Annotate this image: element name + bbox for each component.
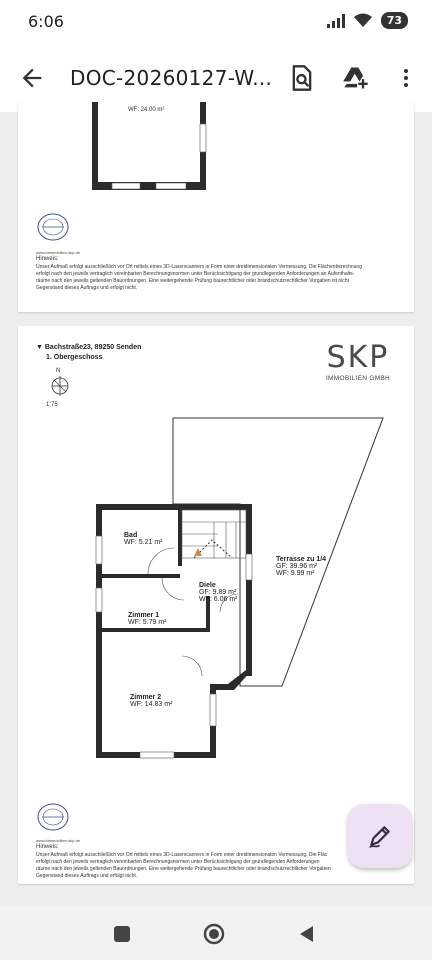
floor-heading: 1. Obergeschoss — [46, 354, 103, 361]
svg-text:N: N — [56, 368, 61, 374]
battery-indicator: 73 — [381, 12, 408, 29]
back-triangle-icon[interactable] — [294, 922, 318, 946]
logo-text: SKP — [326, 340, 390, 375]
floorplan — [18, 326, 414, 786]
scale-label: 1:75 — [46, 402, 58, 408]
room-bad: Bad WF: 5.21 m² — [124, 532, 163, 546]
wifi-icon — [353, 13, 373, 28]
room-zimmer-2: Zimmer 2 WF: 14.83 m² — [130, 694, 173, 708]
arrow-left-icon[interactable] — [18, 64, 46, 92]
status-icons — [327, 12, 408, 29]
stamp-seal-icon — [36, 212, 70, 242]
document-title: DOC-20260127-W... — [70, 66, 273, 90]
status-time: 6:06 — [28, 12, 64, 31]
logo-subtitle: IMMOBILIEN GMBH — [325, 375, 391, 382]
address-heading: ▼ Bachstraße23, 89250 Senden — [36, 344, 142, 351]
page2-hint-text: Unser Aufmaß erfolgt ausschließlich vor Ort mittels eines 3D-Laserscanners in Form einer dreidimensionalen Vermessung. Die Fläc erfolgt nach den jeweils vertraglich vereinbarten Berechnungsnormen unter Berücksichtigung der grundlegenden Anforderungen räume nach den jeweils geltenden Bauordnungen. Eine weitergehende Prüfung baurechtlicher oder brandschutzrechtlicher Vorgaben Gegenstand dieses Auftrags und erfolgt nicht. — [36, 852, 331, 879]
document-search-icon[interactable] — [288, 64, 316, 92]
page2-hint-title: Hinweis: — [36, 844, 59, 850]
edit-fab-button[interactable] — [348, 804, 412, 868]
more-vert-icon[interactable] — [394, 64, 418, 92]
room-diele: Diele GF: 9.89 m² WF: 6.06 m² — [199, 582, 238, 603]
room-zimmer-1: Zimmer 1 WF: 5.79 m² — [128, 612, 167, 626]
system-nav-bar — [0, 906, 432, 960]
pdf-viewer[interactable] — [0, 107, 432, 906]
home-circle-icon[interactable] — [202, 922, 226, 946]
stamp-seal-icon — [36, 802, 70, 832]
pdf-page-2 — [18, 326, 414, 884]
pen-edit-icon — [367, 823, 393, 849]
page1-room-label: WF: 24.00 m² — [128, 107, 165, 113]
recents-square-icon[interactable] — [110, 922, 134, 946]
room-terrasse: Terrasse zu 1/4 GF: 39.96 m² WF: 9.99 m² — [276, 556, 327, 577]
drive-add-icon[interactable] — [342, 64, 370, 92]
page1-hint-title: Hinweis: — [36, 256, 59, 262]
status-bar — [0, 0, 432, 44]
signal-icon — [327, 14, 345, 28]
floorplan-partial — [18, 102, 414, 192]
page1-hint-text: Unser Aufmaß erfolgt ausschließlich vor Ort mittels eines 3D-Laserscanners in Form einer dreidimensionalen Vermessung. Die Flächenberechnung erfolgt nach den jeweils vertraglich vereinbarten Berechnungsnormen unter Berücksichtigung der grundlegenden Anforderungen an Aufenthalts- räume nach den jeweils geltenden Bauordnungen. Eine weitergehende Prüfung baurechtlicher oder brandschutzrechtlicher Vorgaben ist nicht Gegenstand dieses Auftrags und erfolgt nicht. — [36, 264, 362, 291]
page2-url: www.bimmobilien-skp.de — [36, 838, 81, 843]
pdf-page-1 — [18, 102, 414, 312]
page1-url: www.bimmobilien-skp.de — [36, 250, 81, 255]
